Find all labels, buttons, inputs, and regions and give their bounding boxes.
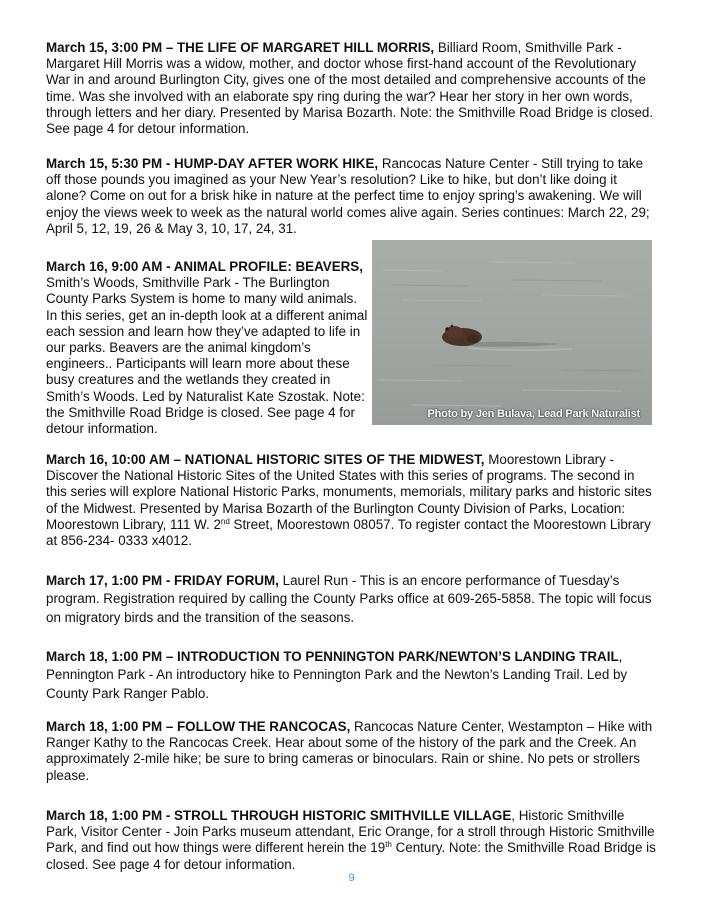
event-smithville-village-stroll — [46, 808, 658, 873]
event-national-historic-sites — [46, 452, 658, 549]
event-title: March 16, 9:00 AM - ANIMAL PROFILE: BEAVERS, — [46, 259, 363, 274]
event-body: , Pennington Park - An introductory hike to Pennington Park and the Newton’s Landing Trail. Led by County Park Ranger Pablo. — [46, 649, 628, 701]
event-body: Rancocas Nature Center, Westampton – Hike with Ranger Kathy to the Rancocas Creek. Hear about some of the history of the park and the Creek. An approximately 2-mile hike; be sure to bring cameras or binoculars. Rain or shine. No pets or strollers please. — [46, 719, 653, 783]
event-title: March 18, 1:00 PM - STROLL THROUGH HISTORIC SMITHVILLE VILLAGE — [46, 808, 512, 823]
event-body: Laurel Run - This is an encore performance of Tuesday’s program. Registration required by calling the County Parks office at 609-265-5858. The topic will focus on migratory birds and the transition of the seasons. — [46, 573, 652, 625]
page-number: 9 — [348, 872, 355, 884]
beaver-swimming-image — [372, 240, 652, 425]
event-hump-day-hike — [46, 156, 658, 237]
event-body: Smith’s Woods, Smithville Park - The Burlington County Parks System is home to many wild animals. In this series, get an in-depth look at a different animal each session and learn how they’ve adapted to life in our parks. Beavers are the animal kingdom’s engineers.. Participants will learn more about these busy creatures and the wetlands they created in Smith’s Woods. Led by Naturalist Kate Szostak. Note: the Smithville Road Bridge is closed. See page 4 for detour information. — [46, 275, 368, 437]
event-title: March 17, 1:00 PM - FRIDAY FORUM, — [46, 573, 279, 588]
event-body-part-a: Moorestown Library - Discover the National Historic Sites of the United States with this series of programs. The second in this series will explore National Historic Parks, monuments, memorials, military parks and historic sites of the Midwest. Presented by Marisa Bozarth of the Burlington County Division of Parks, Location: Moorestown Library, 111 W. 2 — [46, 452, 652, 532]
event-body-part-b: Street, Moorestown 08057. To register contact the Moorestown Library at 856-234- 0333 x4012. — [46, 516, 651, 549]
event-body: Rancocas Nature Center - Still trying to take off those pounds you imagined as your New Year’s resolution? Like to hike, but don’t like doing it alone? Come on out for a brisk hike in nature at the perfect time to enjoy spring’s awakening. We will enjoy the views week to week as the natural world comes alive again. Series continues: March 22, 29; April 5, 12, 19, 26 & May 3, 10, 17, 24, 31. — [46, 156, 650, 236]
event-body-part-b: Century. Note: the Smithville Road Bridge is closed. See page 4 for detour information. — [46, 840, 656, 872]
event-pennington-park — [46, 648, 658, 703]
event-margaret-hill-morris — [46, 40, 658, 137]
ordinal-suffix: nd — [220, 516, 230, 526]
event-title: March 15, 3:00 PM – THE LIFE OF MARGARET HILL MORRIS, — [46, 40, 435, 55]
photo-caption: Photo by Jen Bulava, Lead Park Naturalist — [427, 408, 640, 420]
event-title: March 16, 10:00 AM – NATIONAL HISTORIC SITES OF THE MIDWEST, — [46, 452, 485, 467]
event-title: March 18, 1:00 PM – INTRODUCTION TO PENNINGTON PARK/NEWTON’S LANDING TRAIL — [46, 649, 619, 664]
event-friday-forum — [46, 572, 658, 627]
event-animal-profile-beavers — [46, 259, 368, 437]
beaver-photo — [372, 240, 652, 425]
ordinal-suffix: th — [385, 840, 392, 850]
event-title: March 18, 1:00 PM – FOLLOW THE RANCOCAS, — [46, 719, 351, 734]
event-title: March 15, 5:30 PM - HUMP-DAY AFTER WORK HIKE, — [46, 156, 379, 171]
event-body: Billiard Room, Smithville Park - Margaret Hill Morris was a widow, mother, and doctor whose first-hand account of the Revolutionary War in and around Burlington City, gives one of the most detailed and comprehensive accounts of the time. Was she involved with an elaborate spy ring during the war? Hear her story in her own words, through letters and her diary. Presented by Marisa Bozarth. Note: the Smithville Road Bridge is closed. See page 4 for detour information. — [46, 40, 654, 137]
event-body-part-a: , Historic Smithville Park, Visitor Center - Join Parks museum attendant, Eric Orange, for a stroll through Historic Smithville Park, and find out how things were different herein the 19 — [46, 808, 655, 856]
event-follow-the-rancocas — [46, 719, 658, 784]
